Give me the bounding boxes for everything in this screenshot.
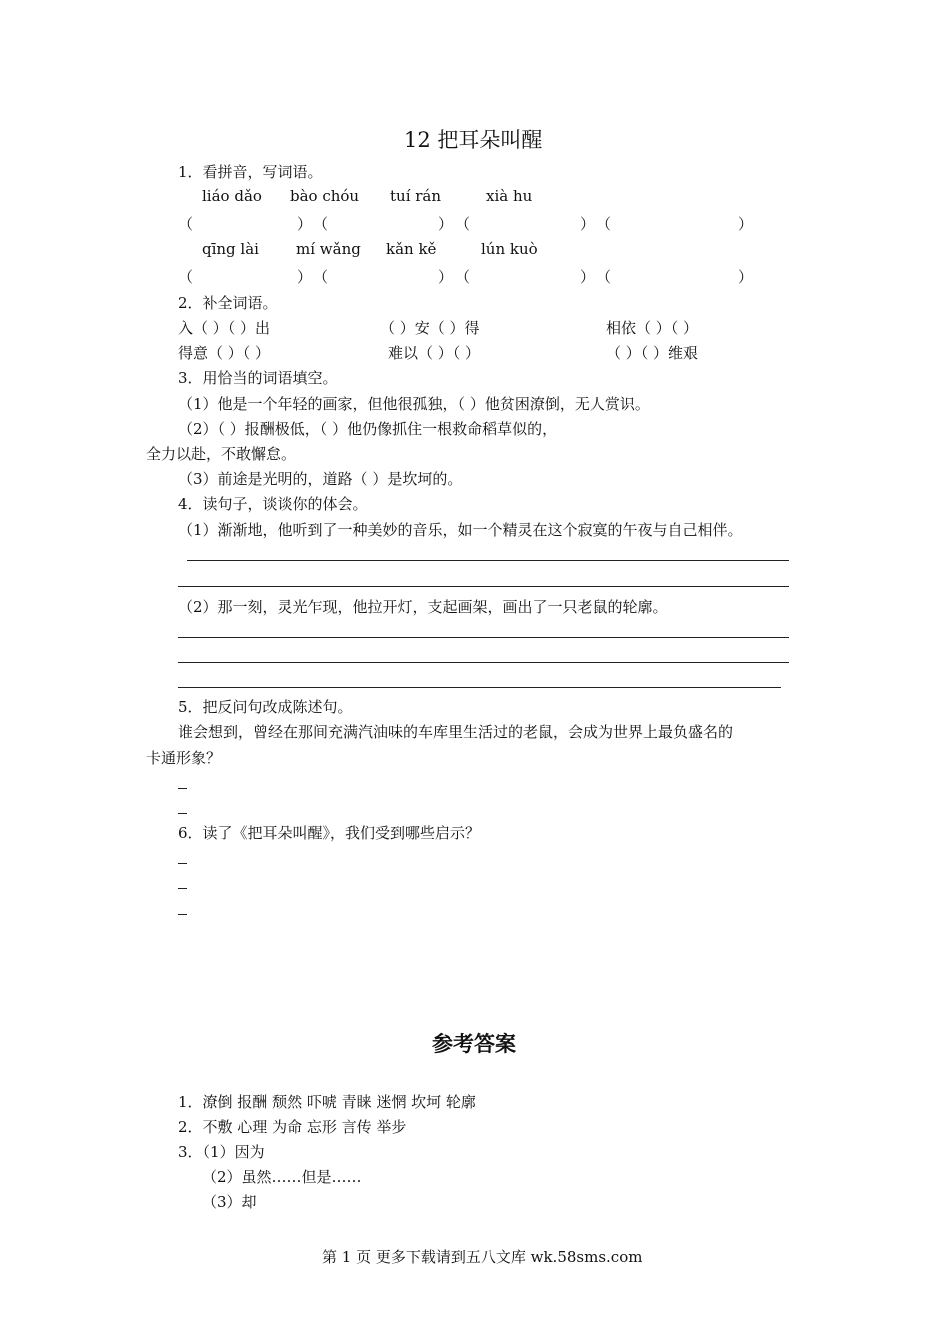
answer-paren-close: ） (580, 215, 596, 233)
answer-paren-open[interactable]: （ (596, 215, 612, 233)
answer-line[interactable] (178, 687, 781, 688)
answer-dash[interactable] (178, 888, 187, 889)
answer-paren-close: ） (438, 215, 454, 233)
answer-dash[interactable] (178, 914, 187, 915)
answers-title: 参考答案 (432, 1031, 516, 1056)
answer-3: 3．（1）因为 (178, 1143, 265, 1161)
answer-paren-open[interactable]: （ (313, 215, 329, 233)
answer-dash[interactable] (178, 813, 187, 814)
q3-sentence-2[interactable]: （2）（ ）报酬极低，（ ）他仍像抓住一根救命稻草似的， (178, 420, 558, 438)
idiom-blank[interactable]: 难以（ ）（ ） (388, 344, 481, 362)
idiom-blank[interactable]: （ ）安（ ）得 (380, 319, 480, 337)
answer-line[interactable] (178, 586, 789, 587)
pinyin: tuí rán (390, 187, 442, 205)
answer-paren-close: ） (580, 268, 596, 286)
answer-2: 2．不敷 心理 为命 忘形 言传 举步 (178, 1118, 407, 1136)
q6-heading: 6．读了《把耳朵叫醒》，我们受到哪些启示？ (178, 824, 481, 842)
answer-paren-open[interactable]: （ (178, 215, 194, 233)
answer-1: 1．潦倒 报酬 颓然 吓唬 青睐 迷惘 坎坷 轮廓 (178, 1093, 476, 1111)
idiom-blank[interactable]: 得意（ ）（ ） (178, 344, 271, 362)
answer-line[interactable] (187, 560, 789, 561)
page-title: 12 把耳朵叫醒 (404, 128, 543, 152)
q3-heading: 3．用恰当的词语填空。 (178, 369, 338, 387)
q5-question-line1: 谁会想到，曾经在那间充满汽油味的车库里生活过的老鼠，会成为世界上最负盛名的 (178, 723, 734, 741)
answer-paren-open[interactable]: （ (313, 268, 329, 286)
answer-paren-open[interactable]: （ (455, 268, 471, 286)
answer-line[interactable] (178, 637, 789, 638)
idiom-blank[interactable]: 入（ ）（ ）出 (178, 319, 271, 337)
answer-paren-open[interactable]: （ (178, 268, 194, 286)
pinyin: lún kuò (481, 240, 538, 258)
q1-heading: 1．看拼音，写词语。 (178, 163, 323, 181)
pinyin: bào chóu (290, 187, 360, 205)
q4-heading: 4．读句子，谈谈你的体会。 (178, 495, 368, 513)
q3-sentence-1[interactable]: （1）他是一个年轻的画家，但他很孤独，（ ）他贫困潦倒，无人赏识。 (178, 395, 650, 413)
answer-paren-open[interactable]: （ (455, 215, 471, 233)
pinyin: liáo dǎo (202, 187, 262, 205)
answer-paren-close: ） (297, 268, 313, 286)
answer-3-2: （2）虽然……但是…… (202, 1168, 362, 1186)
answer-dash[interactable] (178, 863, 187, 864)
answer-paren-open[interactable]: （ (596, 268, 612, 286)
q3-sentence-3[interactable]: （3）前途是光明的，道路（ ）是坎坷的。 (178, 470, 463, 488)
q5-question-line2: 卡通形象？ (146, 749, 222, 767)
answer-paren-close: ） (738, 268, 754, 286)
answer-paren-close: ） (738, 215, 754, 233)
idiom-blank[interactable]: 相依（ ）（ ） (606, 319, 699, 337)
answer-paren-close: ） (297, 215, 313, 233)
idiom-blank[interactable]: （ ）（ ）维艰 (606, 344, 699, 362)
q2-heading: 2．补全词语。 (178, 294, 278, 312)
answer-paren-close: ） (438, 268, 454, 286)
pinyin: qīng lài (202, 240, 259, 258)
pinyin: kǎn kě (386, 240, 437, 258)
q5-heading: 5．把反问句改成陈述句。 (178, 698, 353, 716)
answer-line[interactable] (178, 662, 789, 663)
answer-dash[interactable] (178, 788, 187, 789)
pinyin: xià hu (486, 187, 533, 205)
page-footer: 第 1 页 更多下载请到五八文库 wk.58sms.com (322, 1248, 643, 1266)
pinyin: mí wǎng (296, 240, 361, 258)
q4-sentence-1: （1）渐渐地，他听到了一种美妙的音乐，如一个精灵在这个寂寞的午夜与自己相伴。 (178, 521, 743, 539)
q4-sentence-2: （2）那一刻，灵光乍现，他拉开灯，支起画架，画出了一只老鼠的轮廓。 (178, 598, 668, 616)
q3-sentence-2-cont: 全力以赴，不敢懈怠。 (146, 445, 297, 463)
answer-3-3: （3）却 (202, 1193, 257, 1211)
